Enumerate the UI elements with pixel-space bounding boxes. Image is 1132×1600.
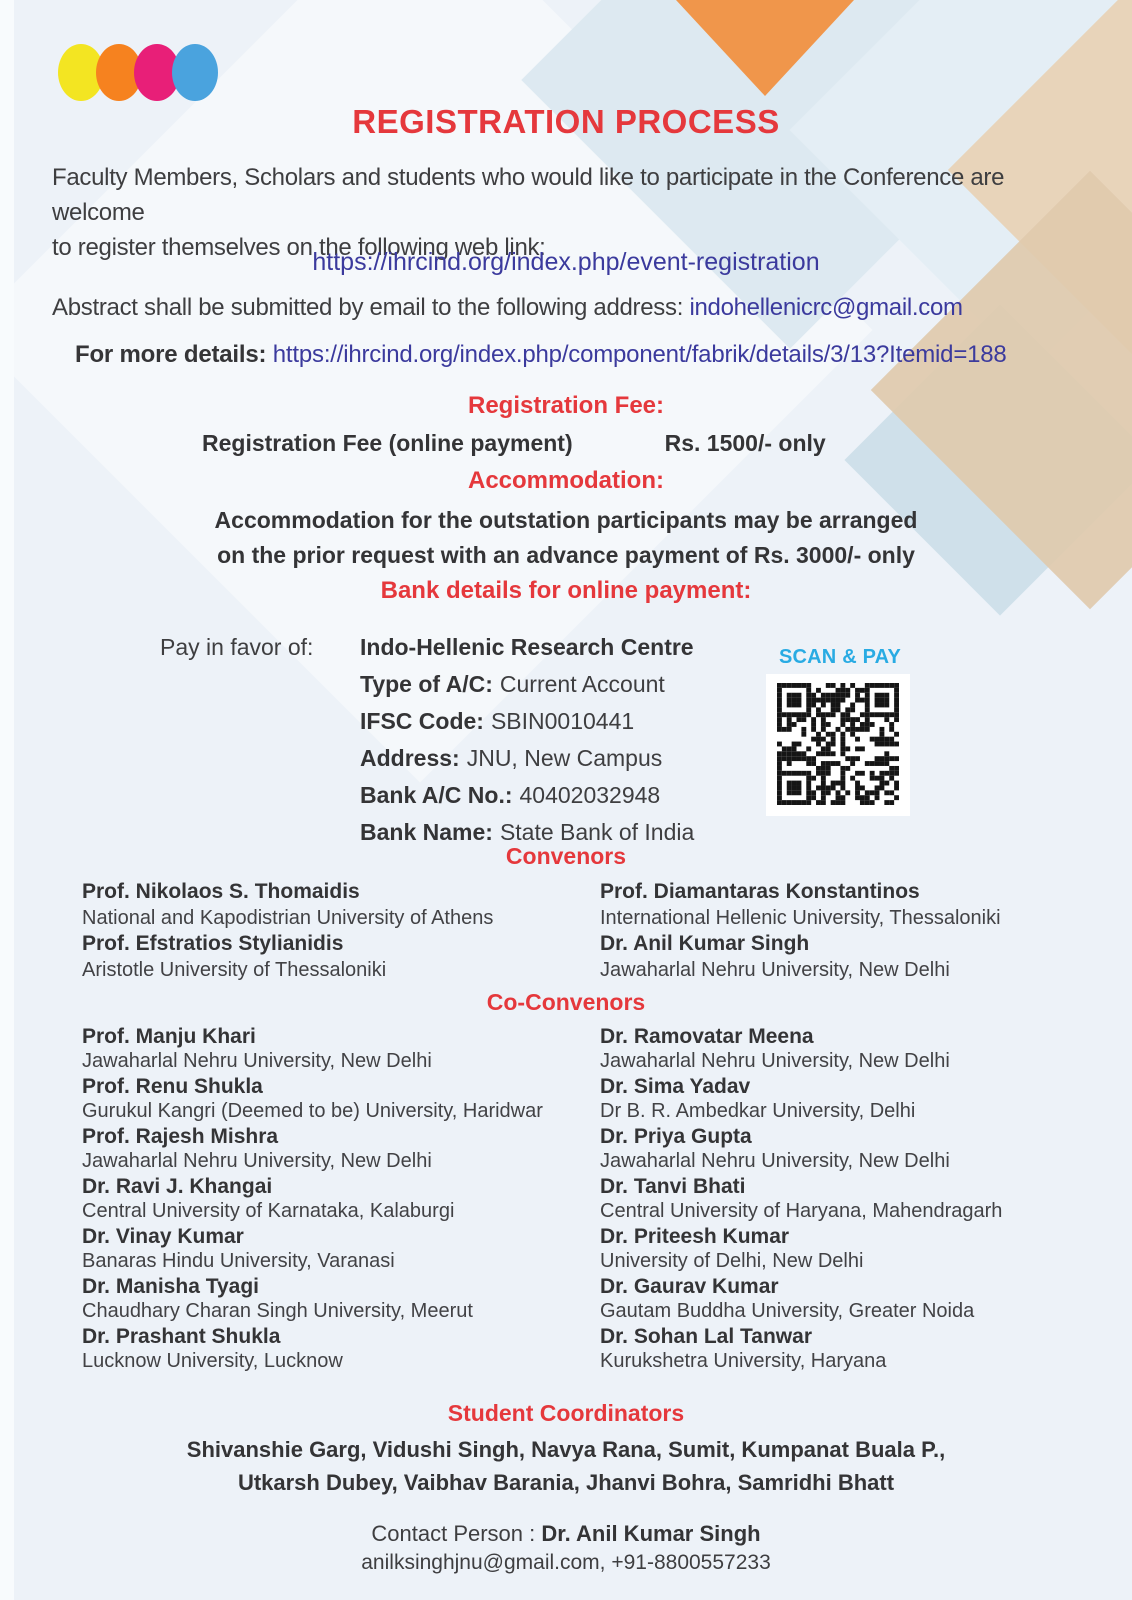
scan-and-pay-block: [766, 646, 914, 816]
student-coordinators-line-1: Shivanshie Garg, Vidushi Singh, Navya Rana, Sumit, Kumpanat Buala P.,: [186, 1437, 946, 1462]
person-affiliation: National and Kapodistrian University of Athens: [82, 907, 494, 929]
bank-payee: Indo-Hellenic Research Centre: [360, 634, 694, 660]
person-entry: [600, 879, 1082, 931]
person-entry: [82, 1224, 600, 1274]
person-affiliation: University of Delhi, New Delhi: [600, 1250, 864, 1272]
person-name: Dr. Vinay Kumar: [82, 1225, 244, 1248]
bank-row: [360, 666, 694, 703]
logo-circles: [58, 44, 228, 102]
page-title: REGISTRATION PROCESS: [352, 103, 780, 140]
co-convenors-left-column: [82, 1024, 600, 1374]
accommodation-line-1: Accommodation for the outstation participants may be arranged: [214, 507, 918, 533]
registration-link-row: [0, 248, 1132, 277]
person-name: Dr. Anil Kumar Singh: [600, 932, 810, 955]
pay-in-favor-label: Pay in favor of:: [160, 634, 314, 660]
bank-row-value: 40402032948: [519, 782, 661, 808]
accommodation-heading: Accommodation:: [467, 467, 664, 494]
person-entry: [82, 1324, 600, 1374]
person-entry: [82, 879, 600, 931]
person-name: Dr. Priteesh Kumar: [600, 1225, 790, 1248]
person-affiliation: Kurukshetra University, Haryana: [600, 1350, 887, 1372]
person-name: Dr. Manisha Tyagi: [82, 1275, 259, 1298]
person-name: Prof. Renu Shukla: [82, 1075, 263, 1098]
bank-row: [360, 777, 694, 814]
person-affiliation: Banaras Hindu University, Varanasi: [82, 1250, 395, 1272]
person-name: Dr. Prashant Shukla: [82, 1325, 281, 1348]
co-convenors-list: [82, 1024, 1082, 1374]
person-affiliation: Jawaharlal Nehru University, New Delhi: [600, 959, 950, 981]
convenors-list: [82, 879, 1082, 983]
bank-row-value: SBIN0010441: [490, 708, 635, 734]
abstract-email-link[interactable]: indohellenicrc@gmail.com: [689, 294, 963, 321]
bank-row-value: JNU, New Campus: [466, 745, 663, 771]
intro-line-2: to register themselves on the following web link:: [52, 234, 546, 261]
person-name: Prof. Efstratios Stylianidis: [82, 932, 344, 955]
convenors-left-column: [82, 879, 600, 983]
contact-person-name: Dr. Anil Kumar Singh: [541, 1521, 761, 1546]
bank-row: [360, 703, 694, 740]
registration-fee-row: [0, 430, 1132, 457]
student-coordinators-line-2: Utkarsh Dubey, Vaibhav Barania, Jhanvi Bohra, Samridhi Bhatt: [237, 1470, 895, 1495]
intro-line-1: Faculty Members, Scholars and students who would like to participate in the Conference are welcome: [52, 164, 1005, 226]
bank-details-heading: Bank details for online payment:: [380, 577, 752, 604]
person-name: Dr. Sima Yadav: [600, 1075, 751, 1098]
person-entry: [600, 931, 1082, 983]
person-entry: [82, 931, 600, 983]
bank-row: [360, 740, 694, 777]
person-name: Dr. Gaurav Kumar: [600, 1275, 779, 1298]
contact-person-row: [0, 1521, 1132, 1547]
student-coordinators-names: [0, 1433, 1132, 1499]
abstract-row: [0, 294, 1132, 322]
person-affiliation: Jawaharlal Nehru University, New Delhi: [600, 1050, 950, 1072]
person-affiliation: Jawaharlal Nehru University, New Delhi: [600, 1150, 950, 1172]
convenors-right-column: [600, 879, 1082, 983]
person-entry: [600, 1174, 1082, 1224]
person-affiliation: International Hellenic University, Thessaloniki: [600, 907, 1001, 929]
person-affiliation: Chaudhary Charan Singh University, Meerut: [82, 1300, 473, 1322]
bank-row-label: Bank A/C No.:: [360, 782, 513, 808]
person-name: Prof. Nikolaos S. Thomaidis: [82, 880, 360, 903]
bank-row-label: Bank Name:: [360, 819, 493, 845]
person-name: Dr. Tanvi Bhati: [600, 1175, 746, 1198]
qr-code: [766, 674, 910, 816]
person-affiliation: Gurukul Kangri (Deemed to be) University, Haridwar: [82, 1100, 543, 1122]
fee-item-label: Registration Fee (online payment): [202, 430, 573, 456]
person-affiliation: Gautam Buddha University, Greater Noida: [600, 1300, 975, 1322]
person-entry: [600, 1224, 1082, 1274]
person-entry: [82, 1074, 600, 1124]
person-entry: [600, 1024, 1082, 1074]
person-affiliation: Jawaharlal Nehru University, New Delhi: [82, 1150, 432, 1172]
qr-code-icon: [777, 683, 899, 805]
person-entry: [600, 1324, 1082, 1374]
person-entry: [600, 1274, 1082, 1324]
bank-row-label: IFSC Code:: [360, 708, 484, 734]
person-entry: [600, 1074, 1082, 1124]
bank-row-label: Type of A/C:: [360, 671, 493, 697]
accommodation-text: [0, 503, 1132, 573]
person-affiliation: Central University of Haryana, Mahendragarh: [600, 1200, 1003, 1222]
person-name: Dr. Ramovatar Meena: [600, 1025, 814, 1048]
bank-row-value: Current Account: [499, 671, 665, 697]
person-entry: [82, 1124, 600, 1174]
co-convenors-right-column: [600, 1024, 1082, 1374]
student-coordinators-heading: Student Coordinators: [447, 1400, 685, 1426]
registration-link[interactable]: https://ihrcind.org/index.php/event-registration: [312, 248, 820, 276]
contact-details: anilksinghjnu@gmail.com, +91-8800557233: [361, 1551, 771, 1574]
accommodation-line-2: on the prior request with an advance payment of Rs. 3000/- only: [217, 542, 915, 568]
registration-fee-heading: Registration Fee:: [467, 392, 665, 419]
person-affiliation: Lucknow University, Lucknow: [82, 1350, 343, 1372]
person-affiliation: Central University of Karnataka, Kalaburgi: [82, 1200, 455, 1222]
person-affiliation: Dr B. R. Ambedkar University, Delhi: [600, 1100, 916, 1122]
fee-item-value: Rs. 1500/- only: [664, 430, 826, 456]
logo-circle-blue-icon: [172, 44, 218, 101]
person-entry: [82, 1174, 600, 1224]
person-name: Dr. Ravi J. Khangai: [82, 1175, 273, 1198]
abstract-label: Abstract shall be submitted by email to the following address:: [52, 294, 690, 321]
more-details-row: [0, 341, 1132, 369]
bank-row-value: State Bank of India: [499, 819, 695, 845]
person-name: Dr. Sohan Lal Tanwar: [600, 1325, 812, 1348]
person-name: Dr. Priya Gupta: [600, 1125, 752, 1148]
person-entry: [600, 1124, 1082, 1174]
bank-details-block: [160, 629, 694, 851]
convenors-heading: Convenors: [505, 843, 627, 869]
person-entry: [82, 1024, 600, 1074]
more-details-label: For more details:: [75, 341, 273, 368]
person-name: Prof. Rajesh Mishra: [82, 1125, 279, 1148]
person-affiliation: Jawaharlal Nehru University, New Delhi: [82, 1050, 432, 1072]
scan-and-pay-label: SCAN & PAY: [778, 646, 902, 668]
person-name: Prof. Manju Khari: [82, 1025, 256, 1048]
person-name: Prof. Diamantaras Konstantinos: [600, 880, 920, 903]
co-convenors-heading: Co-Convenors: [486, 989, 646, 1015]
bank-row-label: Address:: [360, 745, 460, 771]
person-affiliation: Aristotle University of Thessaloniki: [82, 959, 387, 981]
person-entry: [82, 1274, 600, 1324]
contact-person-label: Contact Person :: [371, 1521, 542, 1546]
more-details-link[interactable]: https://ihrcind.org/index.php/component/fabrik/details/3/13?Itemid=188: [272, 341, 1007, 368]
